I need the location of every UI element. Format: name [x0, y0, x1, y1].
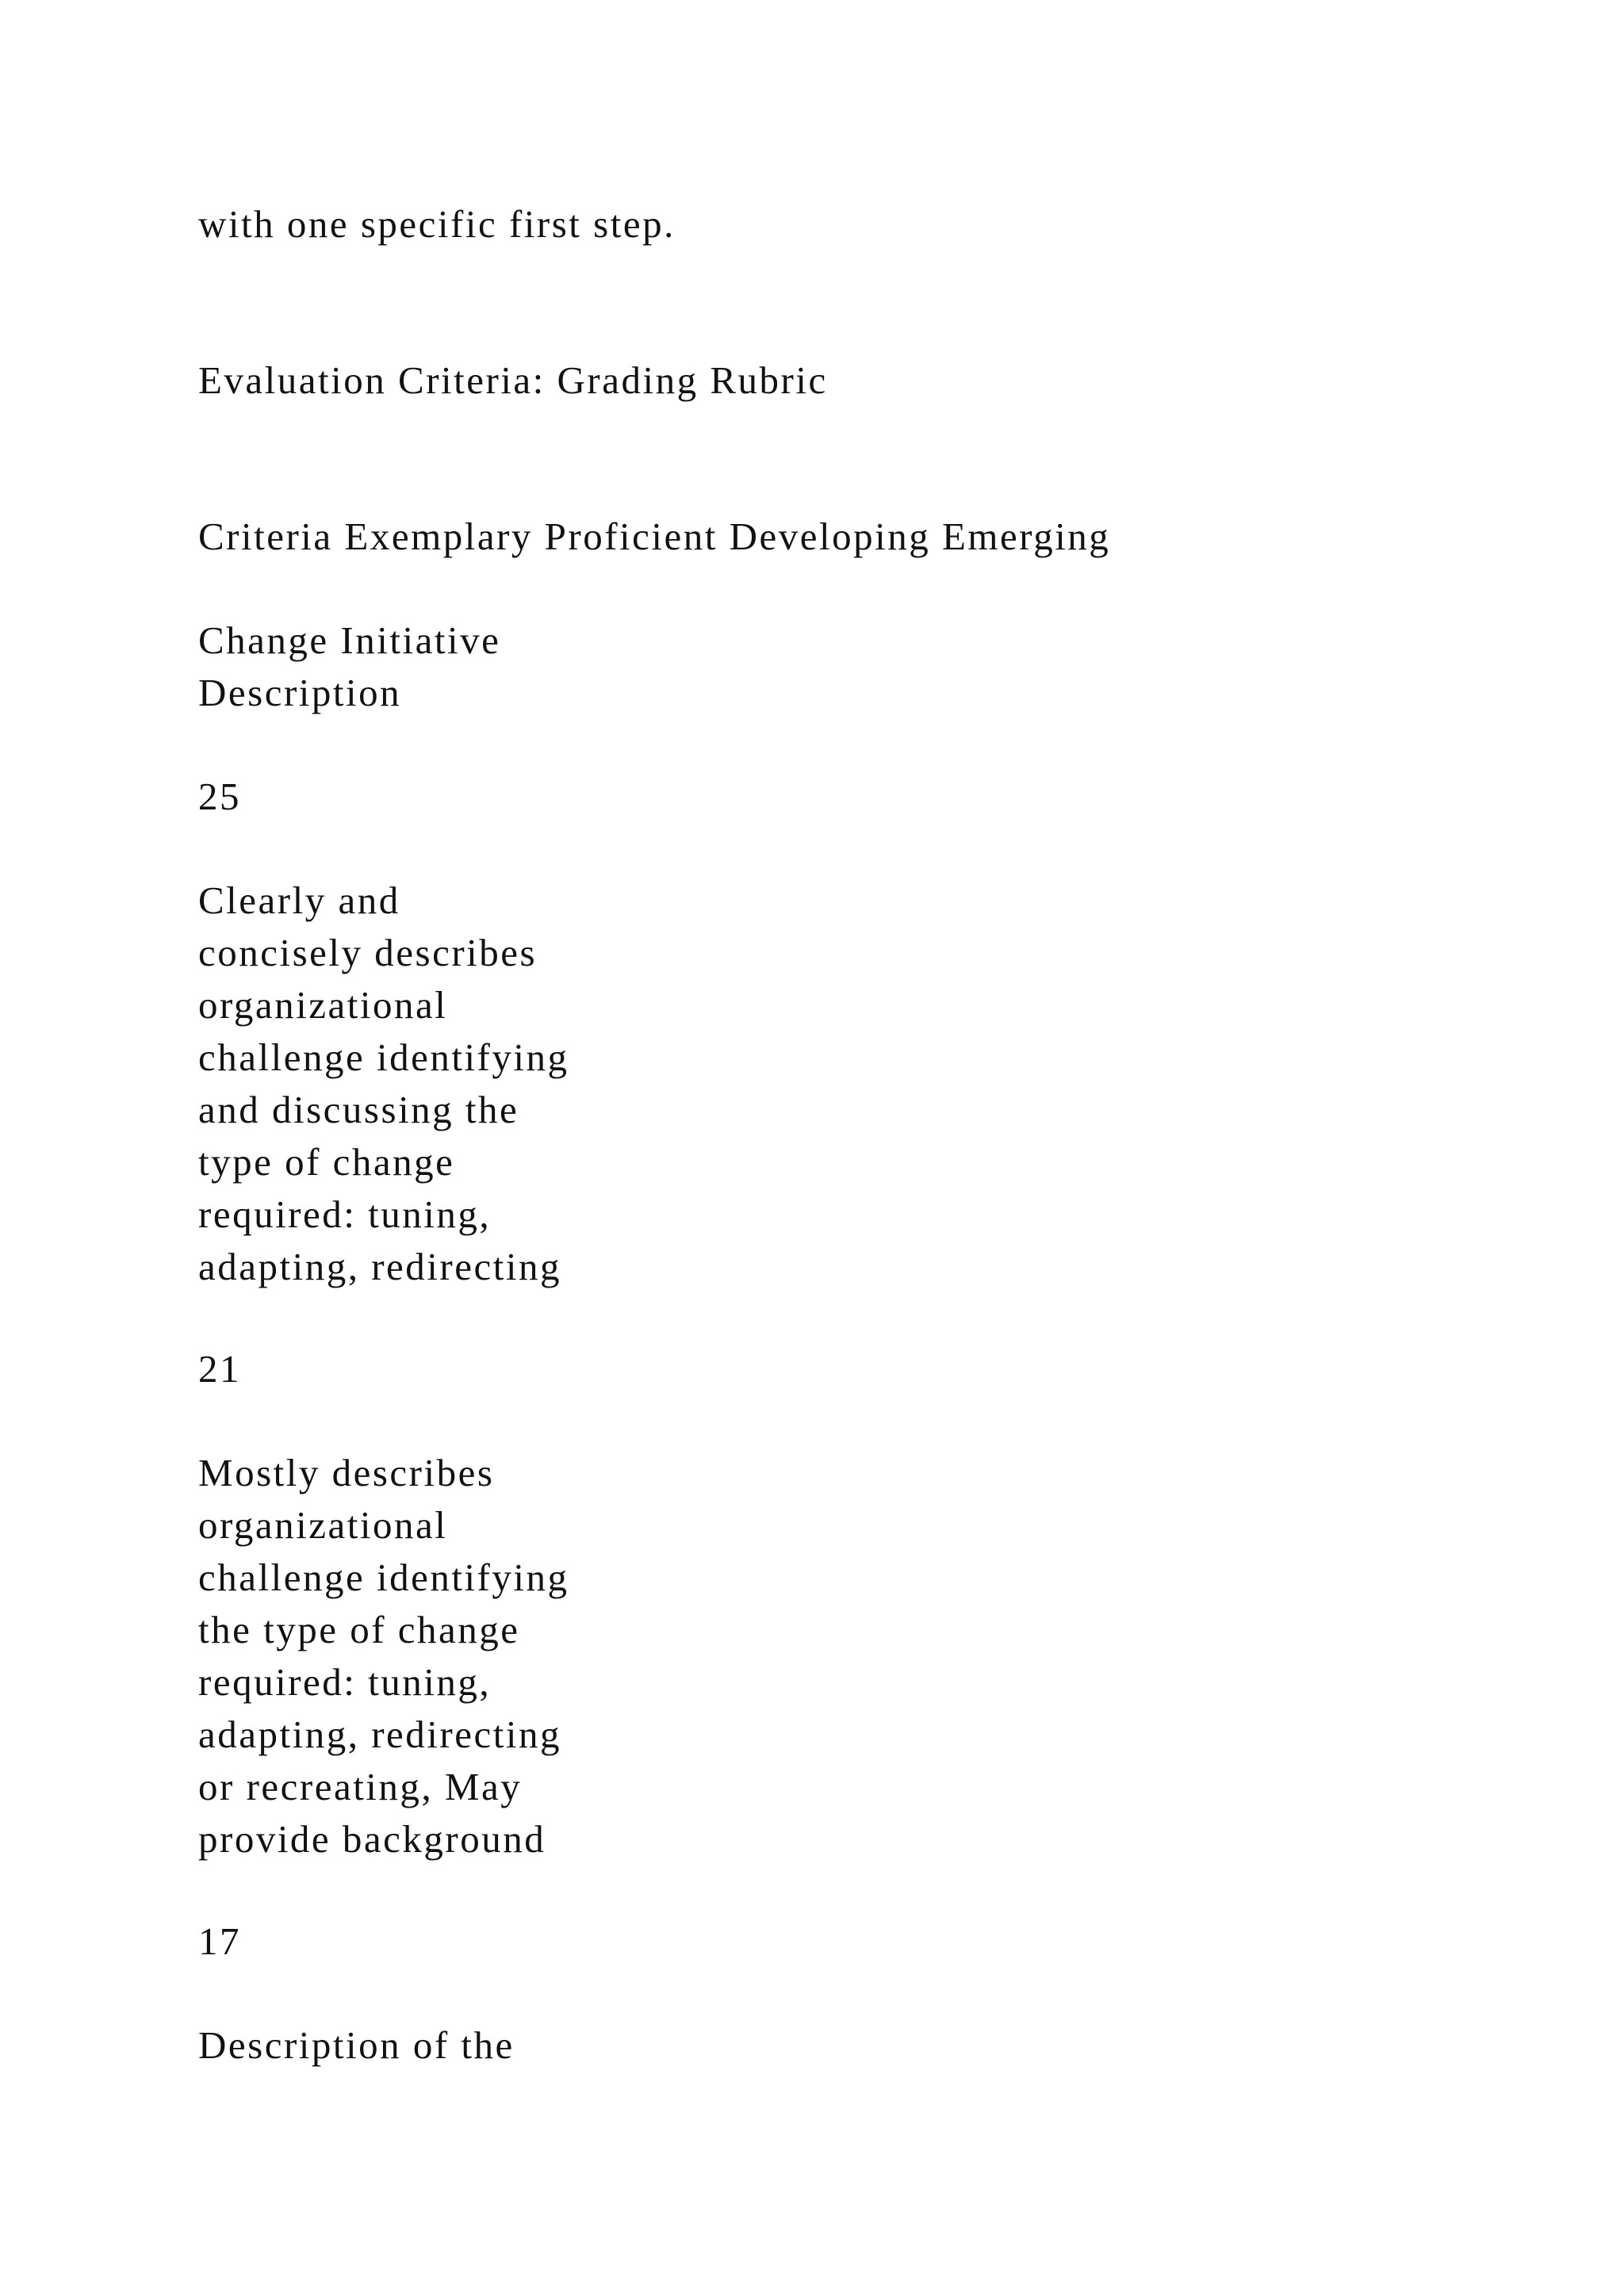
description-line: concisely describes [198, 931, 538, 974]
description-line: type of change [198, 1140, 455, 1184]
criterion-name [198, 614, 500, 719]
description-line: adapting, redirecting [198, 1712, 561, 1756]
description-line: Clearly and [198, 878, 400, 922]
description-line: and discussing the [198, 1088, 519, 1131]
description-line: required: tuning, [198, 1660, 492, 1704]
description-line: Mostly describes [198, 1451, 495, 1494]
level-points: 17 [198, 1919, 241, 1963]
description-line: adapting, redirecting [198, 1245, 561, 1288]
level-points: 25 [198, 775, 241, 818]
description-line: provide background [198, 1817, 546, 1861]
description-line: organizational [198, 983, 448, 1027]
intro-line: with one specific first step. [198, 202, 676, 246]
rubric-header: Criteria Exemplary Proficient Developing Emerging [198, 515, 1111, 558]
description-line: Description of the [198, 2023, 515, 2067]
section-title: Evaluation Criteria: Grading Rubric [198, 358, 828, 402]
description-line: or recreating, May [198, 1765, 523, 1808]
criterion-name-line: Change Initiative [198, 618, 501, 662]
level-description [198, 2019, 515, 2072]
description-line: the type of change [198, 1608, 520, 1651]
level-points: 21 [198, 1347, 241, 1391]
description-line: required: tuning, [198, 1192, 492, 1236]
level-description [198, 874, 569, 1293]
description-line: challenge identifying [198, 1035, 569, 1079]
level-description [198, 1447, 569, 1866]
description-line: challenge identifying [198, 1556, 569, 1599]
criterion-name-line: Description [198, 671, 402, 714]
description-line: organizational [198, 1503, 448, 1547]
